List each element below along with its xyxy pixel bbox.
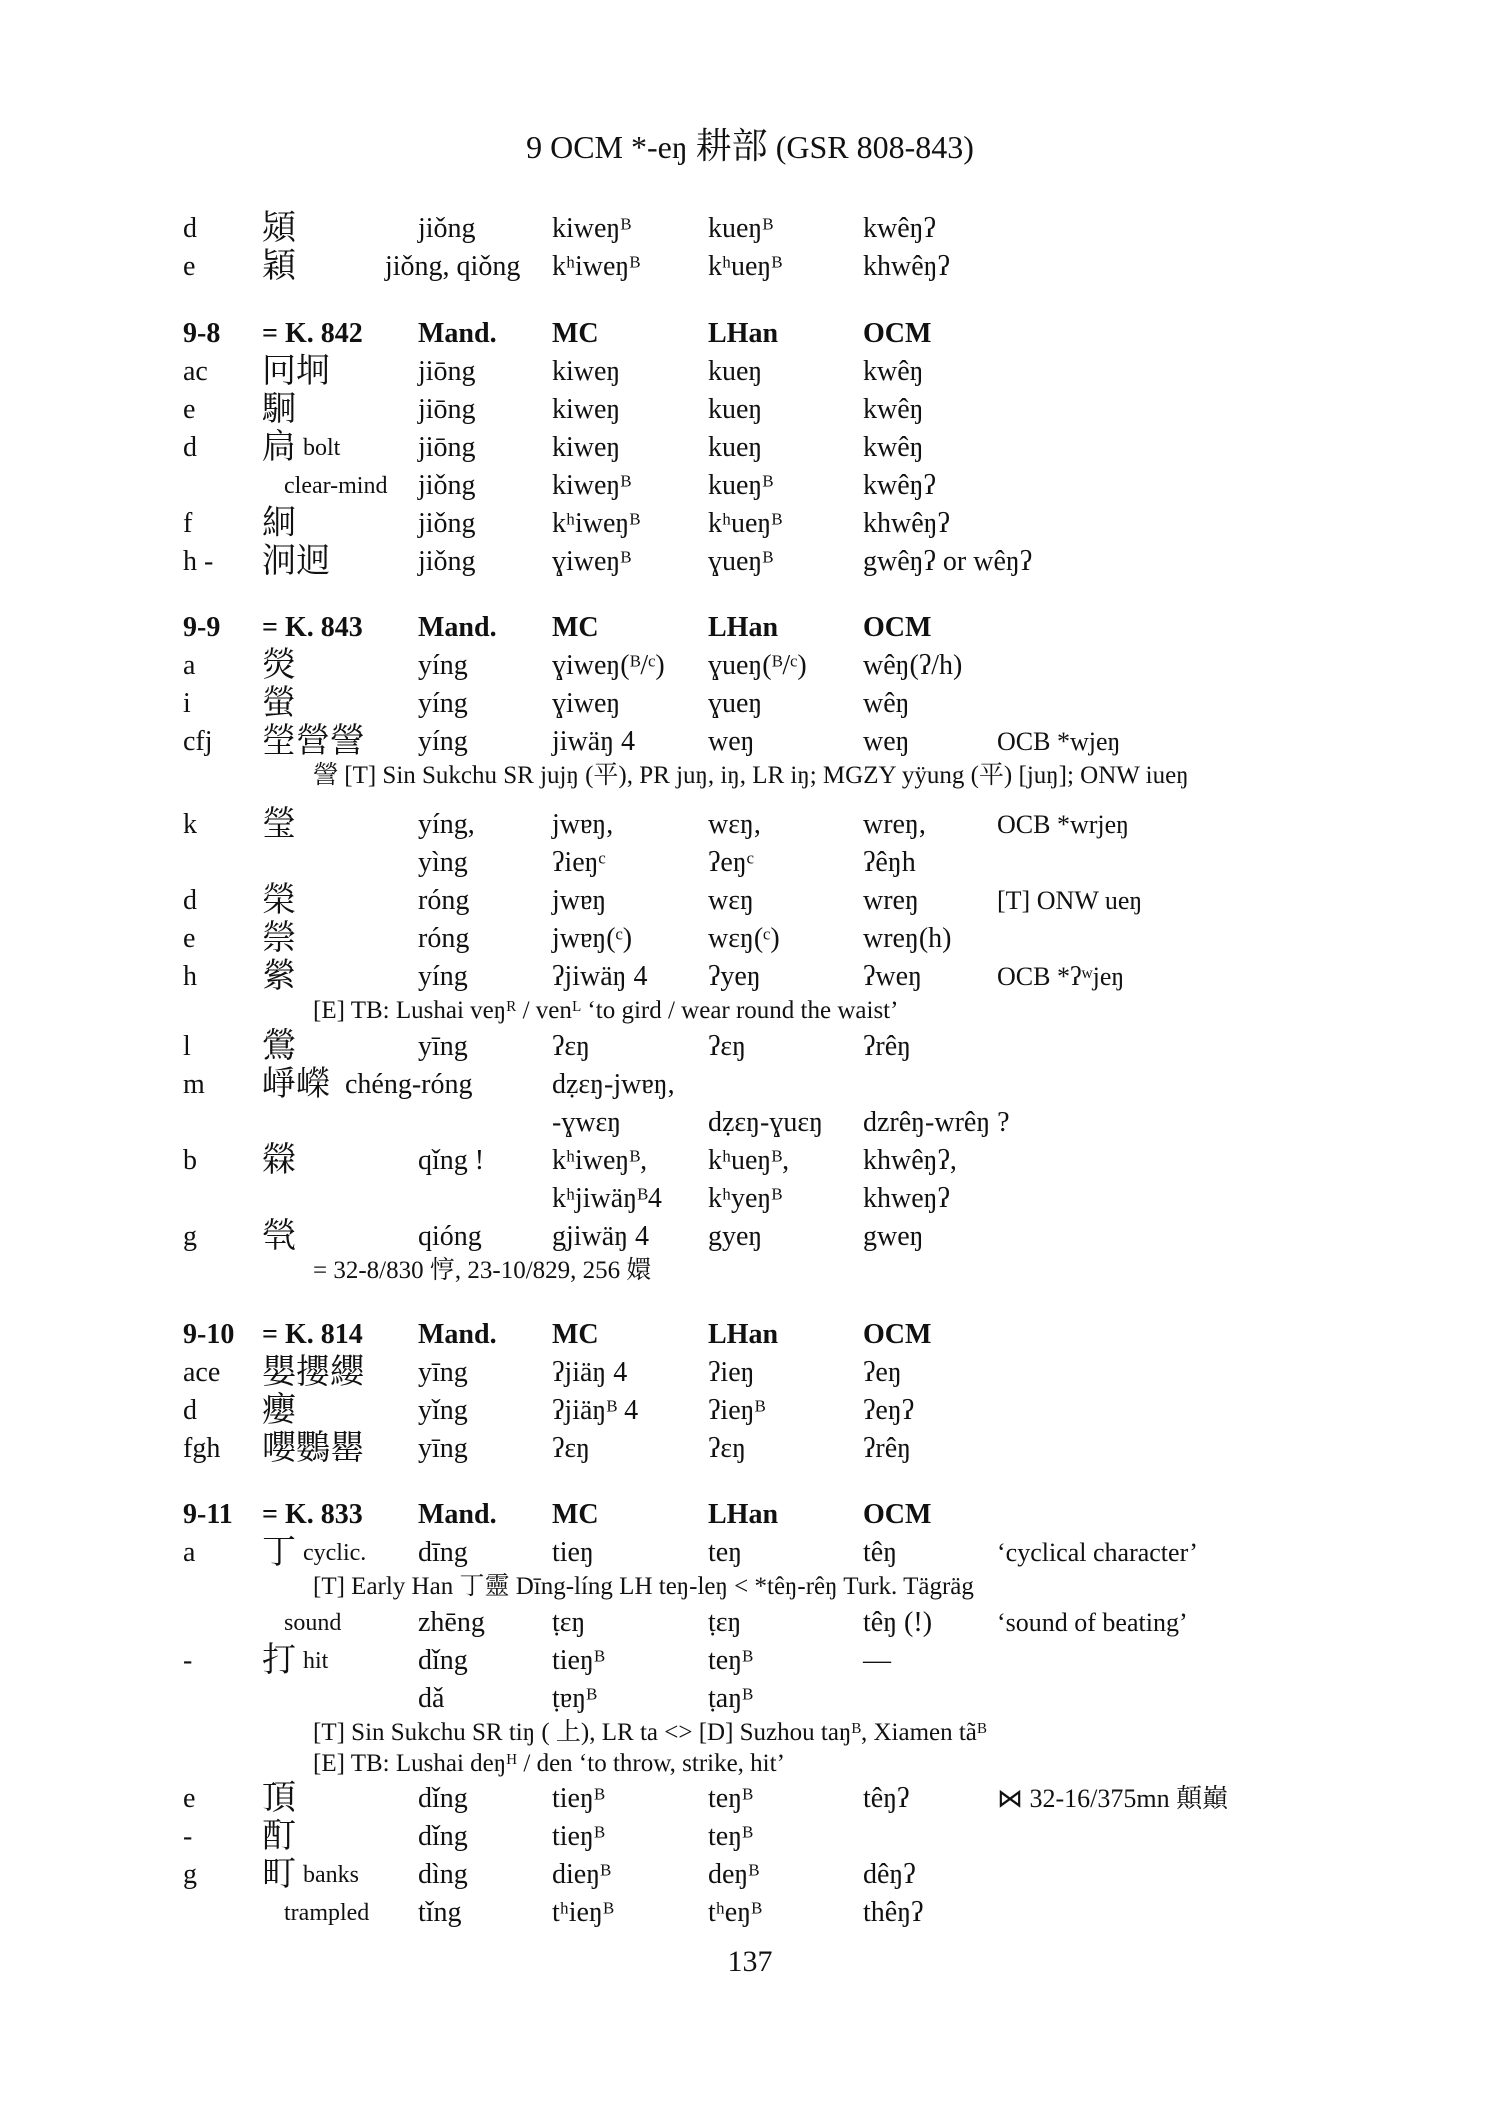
entry-character: 螢: [262, 685, 296, 722]
middle-chinese-reading: jwɐŋ: [552, 885, 607, 916]
mandarin-reading: Mand.: [418, 1499, 497, 1530]
old-chinese-reading: ʔrêŋ: [863, 1433, 912, 1464]
middle-chinese-reading: kʰiweŋᴮ,: [552, 1145, 648, 1176]
later-han-reading: ʔieŋᴮ: [708, 1395, 766, 1426]
entry-id: h: [183, 961, 197, 992]
later-han-reading: ʔeŋᶜ: [708, 847, 754, 878]
entry-id: ac: [183, 356, 208, 387]
entry-id: g: [183, 1859, 197, 1890]
annotation-line: [T] Early Han 丁靈 Dīng-líng LH teŋ-leŋ < *têŋ-rêŋ Turk. Tägräg: [313, 1573, 974, 1600]
entry-id: a: [183, 1537, 196, 1568]
header-suffix: (GSR 808-843): [775, 129, 974, 165]
later-han-reading: kʰueŋᴮ,: [708, 1145, 790, 1176]
entry-row: [0, 647, 1500, 685]
later-han-reading: ʔɛŋ: [708, 1433, 747, 1464]
entry-row: [0, 1894, 1500, 1932]
old-chinese-reading: OCM: [863, 318, 932, 349]
middle-chinese-reading: kiweŋ: [552, 356, 621, 387]
old-chinese-reading: khwêŋʔ: [863, 508, 950, 539]
entry-id: 9-9: [183, 612, 221, 643]
entry-note: OCB *wjeŋ: [997, 727, 1121, 756]
middle-chinese-reading: ʔɛŋ: [552, 1031, 591, 1062]
karlgren-ref: = K. 814: [262, 1319, 363, 1350]
old-chinese-reading: kwêŋ: [863, 394, 924, 425]
mandarin-reading: zhēng: [418, 1607, 485, 1638]
later-han-reading: LHan: [708, 1319, 779, 1350]
mandarin-reading: jiǒng: [418, 213, 476, 244]
entry-row: [0, 1028, 1500, 1066]
entry-note: ⋈ 32-16/375mn 顛巔: [997, 1784, 1229, 1813]
later-han-reading: LHan: [708, 612, 779, 643]
series-header-row: [0, 1316, 1500, 1354]
later-han-reading: wɛŋ(ᶜ): [708, 923, 780, 954]
entry-id: a: [183, 650, 196, 681]
entry-row: [0, 1534, 1500, 1572]
entry-row: [0, 1218, 1500, 1256]
entry-id: cfj: [183, 726, 213, 757]
entry-id: d: [183, 213, 197, 244]
entry-row: [0, 467, 1500, 505]
old-chinese-reading: dzrêŋ-wrêŋ ?: [863, 1107, 1010, 1138]
old-chinese-reading: thêŋʔ: [863, 1897, 924, 1928]
mandarin-reading: jiǒng: [418, 546, 476, 577]
page-number: 137: [727, 1945, 773, 1978]
entry-row: [0, 1142, 1500, 1180]
old-chinese-reading: khwêŋʔ: [863, 251, 950, 282]
entry-gloss: chéng-róng: [345, 1069, 473, 1100]
entry-id: h -: [183, 546, 214, 577]
later-han-reading: dẓɛŋ-ɣuɛŋ: [708, 1107, 823, 1138]
entry-row: [0, 1180, 1500, 1218]
old-chinese-reading: khwêŋʔ,: [863, 1145, 957, 1176]
later-han-reading: gyeŋ: [708, 1221, 763, 1252]
entry-id: d: [183, 885, 197, 916]
middle-chinese-reading: kiweŋ: [552, 432, 621, 463]
middle-chinese-reading: jwɐŋ(ᶜ): [552, 923, 633, 954]
entry-row: [0, 1856, 1500, 1894]
mandarin-reading: yíng: [418, 961, 468, 992]
mandarin-reading: dǐng: [418, 1783, 468, 1814]
later-han-reading: kueŋᴮ: [708, 213, 774, 244]
entry-character: 熲: [262, 210, 296, 247]
entry-character: 町: [262, 1856, 296, 1893]
entry-gloss: sound: [284, 1610, 342, 1636]
karlgren-ref: = K. 833: [262, 1499, 363, 1530]
later-han-reading: ɣueŋ: [708, 688, 763, 719]
karlgren-ref: = K. 843: [262, 612, 363, 643]
later-han-reading: ʔyeŋ: [708, 961, 761, 992]
middle-chinese-reading: ɣiweŋ(ᴮ/ᶜ): [552, 650, 665, 681]
later-han-reading: kʰueŋᴮ: [708, 508, 783, 539]
middle-chinese-reading: ɣiweŋᴮ: [552, 546, 632, 577]
mandarin-reading: róng: [418, 885, 470, 916]
middle-chinese-reading: jwɐŋ,: [552, 809, 614, 840]
entry-gloss: bolt: [303, 435, 341, 461]
entry-gloss: trampled: [284, 1900, 370, 1926]
later-han-reading: teŋᴮ: [708, 1821, 753, 1852]
entry-id: k: [183, 809, 197, 840]
entry-character: 鶯: [262, 1028, 296, 1065]
mandarin-reading: yīng: [418, 1433, 468, 1464]
series-header-row: [0, 315, 1500, 353]
entry-character: 縈: [262, 958, 296, 995]
entry-row: [0, 844, 1500, 882]
entry-character: 駉: [262, 391, 296, 428]
entry-character: 打: [262, 1642, 296, 1679]
old-chinese-reading: wreŋ,: [863, 809, 926, 840]
later-han-reading: kueŋ: [708, 356, 763, 387]
entry-row: [0, 1604, 1500, 1642]
entry-row: [0, 543, 1500, 581]
annotation-line: [T] Sin Sukchu SR tiŋ ( 上), LR ta <> [D] Suzhou taŋᴮ, Xiamen tãᴮ: [313, 1719, 987, 1746]
later-han-reading: ʔieŋ: [708, 1357, 755, 1388]
entry-character: 崢嶸: [262, 1066, 330, 1103]
old-chinese-reading: kwêŋ: [863, 356, 924, 387]
later-han-reading: teŋᴮ: [708, 1645, 753, 1676]
middle-chinese-reading: MC: [552, 1319, 599, 1350]
mandarin-reading: Mand.: [418, 1319, 497, 1350]
entry-row: [0, 1066, 1500, 1104]
mandarin-reading: qǐng !: [418, 1145, 485, 1176]
old-chinese-reading: OCM: [863, 612, 932, 643]
entry-row: [0, 1818, 1500, 1856]
old-chinese-reading: ʔeŋʔ: [863, 1395, 915, 1426]
karlgren-ref: = K. 842: [262, 318, 363, 349]
later-han-reading: ṭaŋᴮ: [708, 1683, 753, 1714]
mandarin-reading: yīng: [418, 1357, 468, 1388]
mandarin-reading: yíng: [418, 726, 468, 757]
entry-id: fgh: [183, 1433, 221, 1464]
old-chinese-reading: têŋʔ: [863, 1783, 910, 1814]
entry-row: [0, 1104, 1500, 1142]
entry-gloss: hit: [303, 1648, 329, 1674]
later-han-reading: ṭɛŋ: [708, 1607, 742, 1638]
entry-row: [0, 391, 1500, 429]
old-chinese-reading: ʔeŋ: [863, 1357, 902, 1388]
middle-chinese-reading: MC: [552, 1499, 599, 1530]
entry-row: [0, 723, 1500, 761]
entry-row: [0, 1780, 1500, 1818]
middle-chinese-reading: kʰjiwäŋᴮ4: [552, 1183, 662, 1214]
middle-chinese-reading: -ɣwɛŋ: [552, 1107, 622, 1138]
entry-character: 榮: [262, 882, 296, 919]
entry-row: [0, 248, 1500, 286]
middle-chinese-reading: MC: [552, 318, 599, 349]
entry-gloss: cyclic.: [303, 1540, 367, 1566]
mandarin-reading: róng: [418, 923, 470, 954]
middle-chinese-reading: ʔɛŋ: [552, 1433, 591, 1464]
entry-gloss: clear-mind: [284, 473, 388, 499]
later-han-reading: LHan: [708, 1499, 779, 1530]
entry-id: ace: [183, 1357, 221, 1388]
entry-character: 冋坰: [262, 353, 330, 390]
entry-id: 9-11: [183, 1499, 233, 1530]
entry-character: 泂迥: [262, 543, 330, 580]
old-chinese-reading: ʔêŋh: [863, 847, 916, 878]
entry-row: [0, 806, 1500, 844]
entry-character: 頂: [262, 1780, 296, 1817]
middle-chinese-reading: tieŋᴮ: [552, 1783, 605, 1814]
later-han-reading: ʔɛŋ: [708, 1031, 747, 1062]
old-chinese-reading: wêŋ(ʔ/h): [863, 650, 963, 681]
old-chinese-reading: ʔweŋ: [863, 961, 922, 992]
entry-id: f: [183, 508, 193, 539]
middle-chinese-reading: tieŋᴮ: [552, 1645, 605, 1676]
middle-chinese-reading: ʔjiäŋ 4: [552, 1357, 628, 1388]
middle-chinese-reading: jiwäŋ 4: [552, 726, 636, 757]
later-han-reading: teŋ: [708, 1537, 743, 1568]
entry-character: 扃: [262, 429, 296, 466]
middle-chinese-reading: gjiwäŋ 4: [552, 1221, 650, 1252]
entry-id: e: [183, 394, 196, 425]
mandarin-reading: jiōng: [418, 432, 476, 463]
mandarin-reading: Mand.: [418, 612, 497, 643]
entry-row: [0, 429, 1500, 467]
header-prefix: 9 OCM *-eŋ: [526, 129, 688, 165]
middle-chinese-reading: tieŋ: [552, 1537, 594, 1568]
entry-id: m: [183, 1069, 205, 1100]
old-chinese-reading: OCM: [863, 1499, 932, 1530]
entry-id: d: [183, 432, 197, 463]
mandarin-reading: dìng: [418, 1859, 468, 1890]
mandarin-reading: dīng: [418, 1537, 468, 1568]
mandarin-reading: jiǒng: [418, 470, 476, 501]
entry-row: [0, 958, 1500, 996]
old-chinese-reading: têŋ: [863, 1537, 898, 1568]
later-han-reading: teŋᴮ: [708, 1783, 753, 1814]
entry-character: 禜: [262, 920, 296, 957]
entry-id: -: [183, 1821, 193, 1852]
later-han-reading: wɛŋ: [708, 885, 754, 916]
entry-row: [0, 1430, 1500, 1468]
entry-character: 瑩: [262, 806, 296, 843]
old-chinese-reading: dêŋʔ: [863, 1859, 916, 1890]
entry-note: ‘sound of beating’: [997, 1608, 1188, 1637]
entry-note: OCB *ʔʷjeŋ: [997, 962, 1125, 991]
entry-gloss: banks: [303, 1862, 359, 1888]
later-han-reading: kueŋ: [708, 394, 763, 425]
middle-chinese-reading: kʰiweŋᴮ: [552, 508, 641, 539]
old-chinese-reading: kwêŋʔ: [863, 213, 936, 244]
header-cjk: 耕部: [695, 126, 768, 166]
mandarin-reading: yǐng: [418, 1395, 468, 1426]
mandarin-reading: yíng,: [418, 809, 475, 840]
entry-character: 丁: [262, 1534, 296, 1571]
entry-character: 癭: [262, 1392, 296, 1429]
later-han-reading: wɛŋ,: [708, 809, 761, 840]
old-chinese-reading: wreŋ: [863, 885, 919, 916]
entry-row: [0, 685, 1500, 723]
later-han-reading: deŋᴮ: [708, 1859, 760, 1890]
entry-row: [0, 920, 1500, 958]
entry-row: [0, 882, 1500, 920]
later-han-reading: kʰyeŋᴮ: [708, 1183, 783, 1214]
entry-row: [0, 505, 1500, 543]
mandarin-reading: dǎ: [418, 1683, 445, 1714]
middle-chinese-reading: kiweŋ: [552, 394, 621, 425]
mandarin-reading: yíng: [418, 650, 468, 681]
mandarin-reading: jiǒng: [418, 508, 476, 539]
entry-row: [0, 1354, 1500, 1392]
annotation-line: [E] TB: Lushai veŋᴿ / venᴸ ‘to gird / wear round the waist’: [313, 997, 899, 1024]
old-chinese-reading: OCM: [863, 1319, 932, 1350]
entry-row: [0, 1680, 1500, 1718]
middle-chinese-reading: ʔjiwäŋ 4: [552, 961, 648, 992]
entry-id: l: [183, 1031, 191, 1062]
mandarin-reading: yīng: [418, 1031, 468, 1062]
old-chinese-reading: kwêŋʔ: [863, 470, 936, 501]
middle-chinese-reading: MC: [552, 612, 599, 643]
entry-row: [0, 353, 1500, 391]
entry-id: d: [183, 1395, 197, 1426]
entry-note: OCB *wrjeŋ: [997, 810, 1130, 839]
entry-character: 塋營謍: [262, 723, 364, 760]
old-chinese-reading: —: [863, 1645, 891, 1676]
middle-chinese-reading: tʰieŋᴮ: [552, 1897, 614, 1928]
annotation-line: = 32-8/830 悙, 23-10/829, 256 嬛: [313, 1257, 652, 1284]
old-chinese-reading: kwêŋ: [863, 432, 924, 463]
mandarin-reading: yíng: [418, 688, 468, 719]
middle-chinese-reading: dẓɛŋ-jwɐŋ,: [552, 1069, 675, 1100]
entry-row: [0, 1642, 1500, 1680]
entry-id: 9-10: [183, 1319, 235, 1350]
entry-id: e: [183, 251, 196, 282]
middle-chinese-reading: ʔjiäŋᴮ 4: [552, 1395, 639, 1426]
mandarin-reading: jiǒng, qiǒng: [385, 251, 521, 282]
middle-chinese-reading: kiweŋᴮ: [552, 470, 632, 501]
old-chinese-reading: wreŋ(h): [863, 923, 952, 954]
entry-id: i: [183, 688, 191, 719]
mandarin-reading: jiōng: [418, 356, 476, 387]
entry-id: e: [183, 1783, 196, 1814]
page-header: [0, 118, 1500, 169]
old-chinese-reading: weŋ: [863, 726, 910, 757]
old-chinese-reading: khweŋʔ: [863, 1183, 950, 1214]
entry-character: 熒: [262, 647, 296, 684]
old-chinese-reading: wêŋ: [863, 688, 910, 719]
old-chinese-reading: gweŋ: [863, 1221, 924, 1252]
entry-row: [0, 1392, 1500, 1430]
mandarin-reading: qióng: [418, 1221, 482, 1252]
entry-character: 煢: [262, 1218, 296, 1255]
middle-chinese-reading: dieŋᴮ: [552, 1859, 611, 1890]
entry-note: [T] ONW ueŋ: [997, 886, 1143, 915]
mandarin-reading: tǐng: [418, 1897, 462, 1928]
entry-id: b: [183, 1145, 197, 1176]
old-chinese-reading: ʔrêŋ: [863, 1031, 912, 1062]
series-header-row: [0, 1496, 1500, 1534]
mandarin-reading: yìng: [418, 847, 468, 878]
entry-id: -: [183, 1645, 193, 1676]
later-han-reading: ɣueŋ(ᴮ/ᶜ): [708, 650, 807, 681]
annotation-line: 謍 [T] Sin Sukchu SR jujŋ (平), PR juŋ, iŋ, LR iŋ; MGZY yÿung (平) [juŋ]; ONW iueŋ: [313, 762, 1189, 789]
mandarin-reading: jiōng: [418, 394, 476, 425]
middle-chinese-reading: kiweŋᴮ: [552, 213, 632, 244]
old-chinese-reading: gwêŋʔ or wêŋʔ: [863, 546, 1033, 577]
later-han-reading: LHan: [708, 318, 779, 349]
later-han-reading: weŋ: [708, 726, 755, 757]
middle-chinese-reading: ṭɐŋᴮ: [552, 1683, 597, 1714]
middle-chinese-reading: ʔieŋᶜ: [552, 847, 606, 878]
entry-id: g: [183, 1221, 197, 1252]
annotation-line: [E] TB: Lushai deŋᴴ / den ‘to throw, strike, hit’: [313, 1750, 785, 1777]
mandarin-reading: dǐng: [418, 1821, 468, 1852]
middle-chinese-reading: ɣiweŋ: [552, 688, 621, 719]
entry-id: e: [183, 923, 196, 954]
mandarin-reading: Mand.: [418, 318, 497, 349]
entry-character: 檾: [262, 1142, 296, 1179]
series-header-row: [0, 609, 1500, 647]
entry-character: 酊: [262, 1818, 296, 1855]
later-han-reading: tʰeŋᴮ: [708, 1897, 762, 1928]
entry-character: 穎: [262, 248, 296, 285]
later-han-reading: kueŋᴮ: [708, 470, 774, 501]
later-han-reading: ɣueŋᴮ: [708, 546, 774, 577]
middle-chinese-reading: ṭɛŋ: [552, 1607, 586, 1638]
later-han-reading: kʰueŋᴮ: [708, 251, 783, 282]
middle-chinese-reading: kʰiweŋᴮ: [552, 251, 641, 282]
entry-character: 嚶鸚罌: [262, 1430, 364, 1467]
entry-id: 9-8: [183, 318, 221, 349]
entry-note: ‘cyclical character’: [997, 1538, 1198, 1567]
entry-character: 絅: [262, 505, 296, 542]
later-han-reading: kueŋ: [708, 432, 763, 463]
mandarin-reading: dǐng: [418, 1645, 468, 1676]
old-chinese-reading: têŋ (!): [863, 1607, 933, 1638]
entry-character: 嬰攖纓: [262, 1354, 364, 1391]
middle-chinese-reading: tieŋᴮ: [552, 1821, 605, 1852]
entry-row: [0, 210, 1500, 248]
